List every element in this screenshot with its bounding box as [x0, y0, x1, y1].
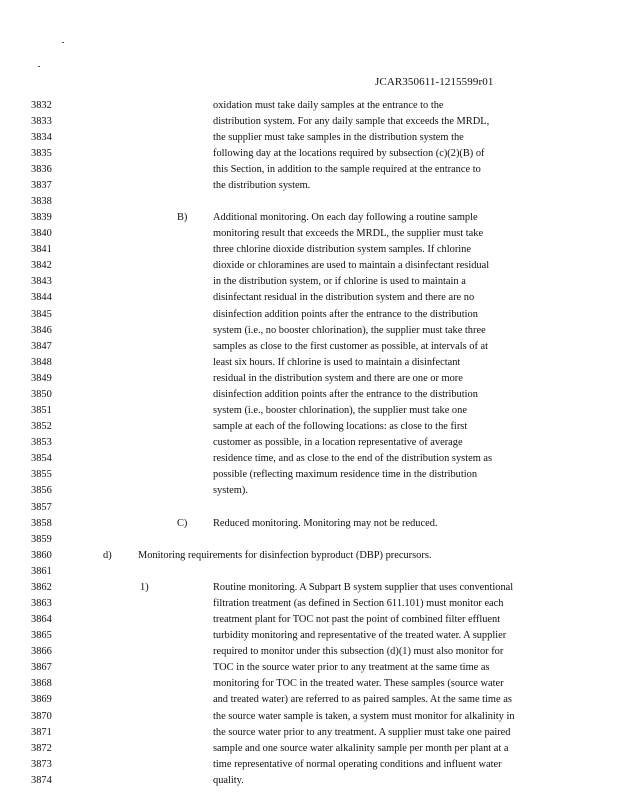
line-text: filtration treatment (as defined in Section 611.101) must monitor each [213, 597, 504, 609]
line-number: 3868 [31, 678, 52, 690]
line-number: 3866 [31, 646, 52, 658]
line-text: the source water prior to any treatment. A supplier must take one paired [213, 726, 511, 738]
line-text: residual in the distribution system and there are one or more [213, 372, 463, 384]
line-text: customer as possible, in a location representative of average [213, 437, 463, 449]
line-text: system (i.e., booster chlorination), the supplier must take one [213, 405, 467, 417]
line-number: 3860 [31, 549, 52, 561]
line-number: 3838 [31, 195, 52, 207]
line-number: 3851 [31, 405, 52, 417]
line-number: 3839 [31, 212, 52, 224]
line-number: 3853 [31, 437, 52, 449]
document-line [0, 742, 619, 755]
line-number: 3852 [31, 421, 52, 433]
line-text: least six hours. If chlorine is used to maintain a disinfectant [213, 356, 461, 368]
line-text: oxidation must take daily samples at the entrance to the [213, 99, 444, 111]
document-line [0, 484, 619, 497]
document-line [0, 533, 619, 546]
subsection-label: d) [103, 549, 112, 561]
document-line [0, 388, 619, 401]
line-number: 3850 [31, 388, 52, 400]
line-text: this Section, in addition to the sample required at the entrance to [213, 163, 481, 175]
document-line [0, 501, 619, 514]
line-text: required to monitor under this subsection (d)(1) must also monitor for [213, 646, 504, 658]
line-text: residence time, and as close to the end of the distribution system as [213, 453, 493, 465]
document-line [0, 243, 619, 256]
line-text: quality. [213, 774, 244, 786]
document-line [0, 275, 619, 288]
document-line [0, 340, 619, 353]
document-line [0, 661, 619, 674]
document-line [0, 710, 619, 723]
line-text: in the distribution system, or if chlorine is used to maintain a [213, 276, 466, 288]
line-text: treatment plant for TOC not past the point of combined filter effluent [213, 614, 501, 626]
document-line [0, 726, 619, 739]
document-line [0, 693, 619, 706]
line-text: dioxide or chloramines are used to maintain a disinfectant residual [213, 260, 490, 272]
line-number: 3873 [31, 758, 52, 770]
document-line [0, 468, 619, 481]
line-number: 3858 [31, 517, 52, 529]
line-number: 3835 [31, 147, 52, 159]
document-line [0, 420, 619, 433]
line-number: 3862 [31, 581, 52, 593]
document-line [0, 404, 619, 417]
document-line [0, 517, 619, 530]
document-line [0, 549, 619, 562]
document-line [0, 774, 619, 787]
line-number: 3857 [31, 501, 52, 513]
line-number: 3842 [31, 260, 52, 272]
line-text: three chlorine dioxide distribution system samples. If chlorine [213, 244, 471, 256]
line-number: 3867 [31, 662, 52, 674]
scan-speck [38, 66, 40, 67]
document-line [0, 115, 619, 128]
document-line [0, 99, 619, 112]
document-line [0, 211, 619, 224]
line-number: 3834 [31, 131, 52, 143]
line-number: 3871 [31, 726, 52, 738]
line-number: 3848 [31, 356, 52, 368]
line-text: time representative of normal operating conditions and influent water [213, 758, 502, 770]
line-text: the distribution system. [213, 179, 311, 191]
line-text: system). [213, 485, 248, 497]
line-number: 3847 [31, 340, 52, 352]
subsection-label: 1) [140, 581, 149, 593]
document-line [0, 356, 619, 369]
line-text: Reduced monitoring. Monitoring may not be reduced. [213, 517, 438, 529]
line-number: 3843 [31, 276, 52, 288]
line-number: 3841 [31, 244, 52, 256]
document-line [0, 372, 619, 385]
line-text: possible (reflecting maximum residence time in the distribution [213, 469, 478, 481]
line-number: 3840 [31, 228, 52, 240]
document-line [0, 452, 619, 465]
line-number: 3837 [31, 179, 52, 191]
document-line [0, 259, 619, 272]
line-number: 3859 [31, 533, 52, 545]
line-number: 3836 [31, 163, 52, 175]
line-text: sample at each of the following locations: as close to the first [213, 421, 468, 433]
line-text: Monitoring requirements for disinfection byproduct (DBP) precursors. [138, 549, 432, 561]
document-line [0, 629, 619, 642]
document-line [0, 131, 619, 144]
line-number: 3844 [31, 292, 52, 304]
line-text: TOC in the source water prior to any treatment at the same time as [213, 662, 490, 674]
document-line [0, 291, 619, 304]
line-number: 3856 [31, 485, 52, 497]
line-number: 3863 [31, 597, 52, 609]
document-line [0, 581, 619, 594]
line-text: turbidity monitoring and representative of the treated water. A supplier [213, 630, 507, 642]
subsection-label: C) [177, 517, 188, 529]
scan-speck [62, 42, 64, 43]
line-number: 3861 [31, 565, 52, 577]
document-line [0, 147, 619, 160]
line-number: 3865 [31, 630, 52, 642]
document-line [0, 565, 619, 578]
document-line [0, 179, 619, 192]
document-line [0, 436, 619, 449]
line-text: disinfectant residual in the distribution system and there are no [213, 292, 475, 304]
document-line [0, 613, 619, 626]
document-line [0, 677, 619, 690]
line-text: disinfection addition points after the entrance to the distribution [213, 308, 478, 320]
line-text: monitoring result that exceeds the MRDL, the supplier must take [213, 228, 484, 240]
line-number: 3855 [31, 469, 52, 481]
line-text: sample and one source water alkalinity sample per month per plant at a [213, 742, 509, 754]
line-text: samples as close to the first customer as possible, at intervals of at [213, 340, 488, 352]
document-line [0, 758, 619, 771]
line-number: 3832 [31, 99, 52, 111]
document-line [0, 308, 619, 321]
document-line [0, 645, 619, 658]
line-number: 3874 [31, 774, 52, 786]
document-line [0, 163, 619, 176]
line-text: disinfection addition points after the entrance to the distribution [213, 388, 478, 400]
line-number: 3854 [31, 453, 52, 465]
line-number: 3869 [31, 694, 52, 706]
line-text: Routine monitoring. A Subpart B system supplier that uses conventional [213, 581, 514, 593]
line-number: 3845 [31, 308, 52, 320]
line-text: the supplier must take samples in the distribution system the [213, 131, 464, 143]
line-text: following day at the locations required by subsection (c)(2)(B) of [213, 147, 485, 159]
document-line [0, 227, 619, 240]
line-number: 3870 [31, 710, 52, 722]
line-number: 3849 [31, 372, 52, 384]
document-line [0, 597, 619, 610]
line-number: 3833 [31, 115, 52, 127]
line-text: Additional monitoring. On each day following a routine sample [213, 212, 478, 224]
line-text: the source water sample is taken, a system must monitor for alkalinity in [213, 710, 515, 722]
line-number: 3864 [31, 614, 52, 626]
document-line [0, 195, 619, 208]
document-id: JCAR350611-1215599r01 [375, 76, 494, 88]
subsection-label: B) [177, 212, 188, 224]
line-text: system (i.e., no booster chlorination), the supplier must take three [213, 324, 486, 336]
document-line [0, 324, 619, 337]
line-number: 3846 [31, 324, 52, 336]
line-text: monitoring for TOC in the treated water. These samples (source water [213, 678, 504, 690]
line-text: and treated water) are referred to as paired samples. At the same time as [213, 694, 512, 706]
line-text: distribution system. For any daily sample that exceeds the MRDL, [213, 115, 490, 127]
line-number: 3872 [31, 742, 52, 754]
